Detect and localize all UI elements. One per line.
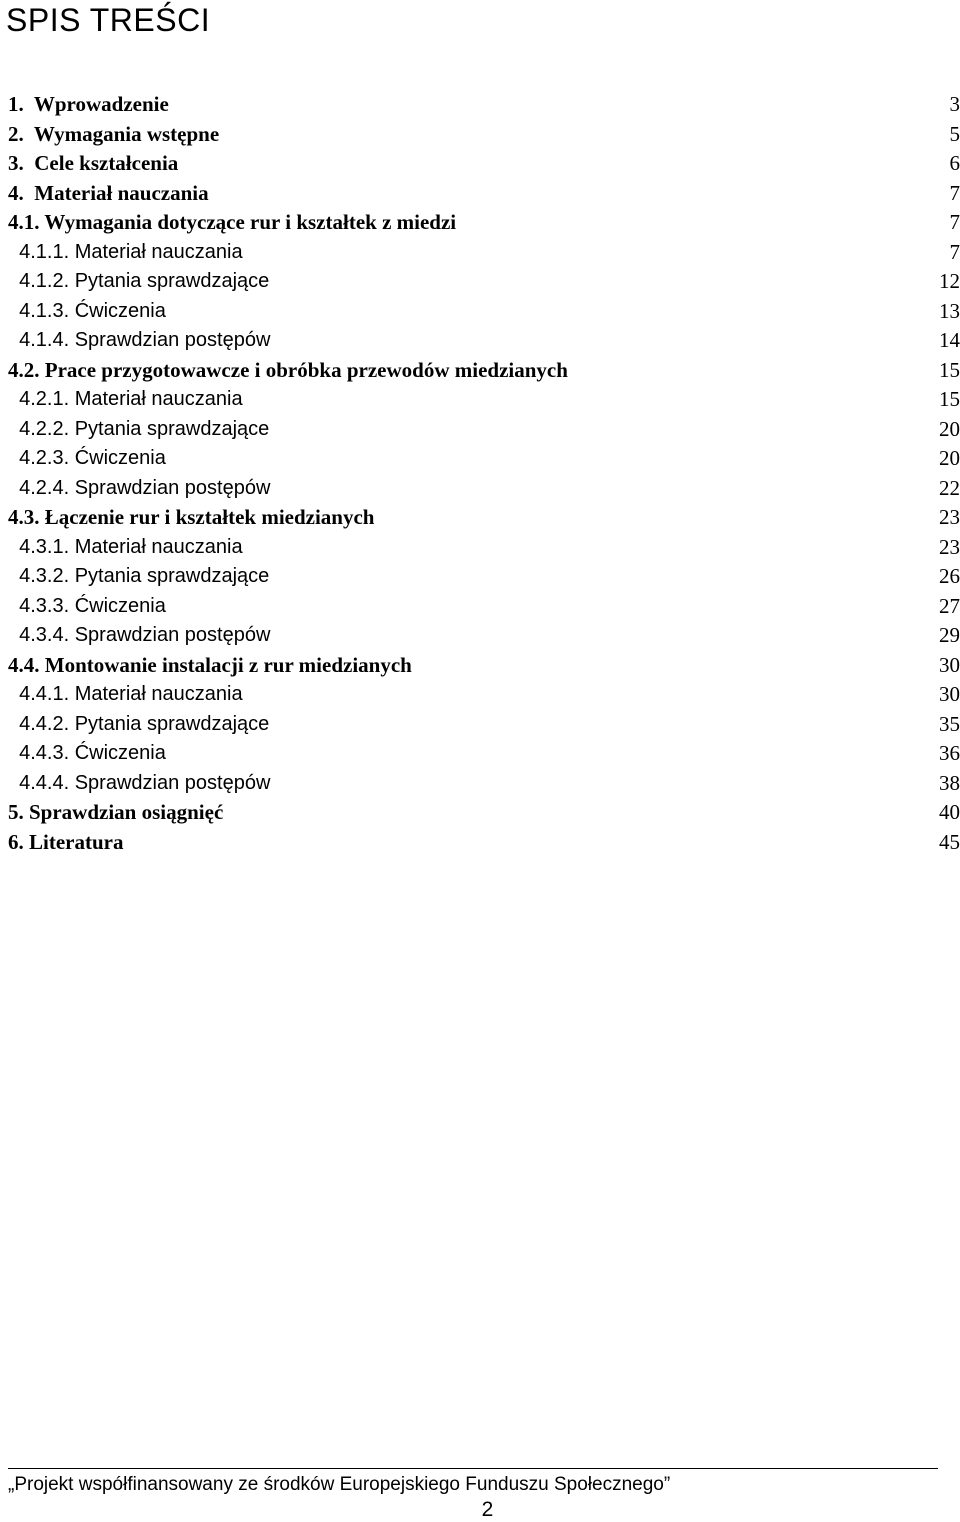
toc-entry-label: 4.2.4. Sprawdzian postępów: [8, 476, 271, 499]
toc-entry-label: 4.1.3. Ćwiczenia: [8, 299, 166, 322]
toc-entry-page: 5: [949, 121, 960, 146]
toc-entry[interactable]: [0, 621, 960, 651]
toc-entry-label: 4.1. Wymagania dotyczące rur i kształtek z miedzi: [8, 210, 457, 234]
toc-entry-label: 2. Wymagania wstępne: [8, 121, 220, 146]
table-of-contents: [0, 90, 960, 857]
toc-entry-page: 12: [939, 269, 960, 293]
toc-entry-label: 4.4.2. Pytania sprawdzające: [8, 712, 270, 735]
toc-entry-label: 3. Cele kształcenia: [8, 151, 179, 175]
toc-entry-page: 7: [949, 180, 960, 205]
toc-entry-label: 1. Wprowadzenie: [8, 92, 169, 116]
toc-entry-page: 35: [939, 711, 960, 736]
toc-entry[interactable]: [0, 769, 960, 799]
toc-entry[interactable]: [0, 297, 960, 327]
toc-entry[interactable]: [0, 208, 960, 238]
toc-entry-page: 23: [939, 534, 960, 559]
toc-entry-page: 20: [939, 446, 960, 470]
toc-entry-label: 4.4.3. Ćwiczenia: [8, 742, 166, 764]
toc-entry[interactable]: [0, 474, 960, 504]
toc-entry[interactable]: [0, 356, 960, 386]
toc-entry-label: 4.4. Montowanie instalacji z rur miedzianych: [8, 652, 412, 677]
toc-entry-page: 14: [939, 328, 960, 352]
footer-divider: [8, 1468, 938, 1469]
toc-entry[interactable]: [0, 267, 960, 297]
toc-entry[interactable]: [0, 238, 960, 268]
toc-entry[interactable]: [0, 415, 960, 445]
toc-entry[interactable]: [0, 739, 960, 769]
toc-entry[interactable]: [0, 828, 960, 858]
toc-entry-page: 20: [939, 416, 960, 441]
toc-entry-page: 13: [939, 298, 960, 323]
toc-entry[interactable]: [0, 120, 960, 150]
toc-entry-page: 36: [939, 741, 960, 765]
toc-entry-page: 30: [939, 652, 960, 677]
toc-entry-page: 23: [939, 505, 960, 529]
toc-entry-page: 38: [939, 770, 960, 795]
toc-entry[interactable]: [0, 562, 960, 592]
toc-entry-label: 6. Literatura: [8, 829, 124, 854]
page-number: 2: [481, 1498, 494, 1521]
toc-entry-label: 4.1.4. Sprawdzian postępów: [8, 329, 271, 351]
toc-entry[interactable]: [0, 533, 960, 563]
footer-text: „Projekt współfinansowany ze środków Europejskiego Funduszu Społecznego”: [8, 1474, 671, 1495]
toc-entry-label: 4.2.1. Materiał nauczania: [8, 388, 243, 410]
toc-entry-page: 26: [939, 564, 960, 588]
toc-entry-label: 4.3.2. Pytania sprawdzające: [8, 565, 270, 587]
toc-entry-page: 6: [949, 151, 960, 175]
toc-entry[interactable]: [0, 179, 960, 209]
toc-entry-page: 3: [949, 92, 960, 116]
toc-entry-label: 4.4.1. Materiał nauczania: [8, 683, 243, 705]
toc-entry-page: 22: [939, 475, 960, 500]
toc-entry-page: 7: [949, 239, 960, 264]
toc-entry-page: 30: [939, 682, 960, 706]
toc-entry-label: 4. Materiał nauczania: [8, 180, 209, 205]
toc-entry-label: 4.3.3. Ćwiczenia: [8, 594, 166, 617]
toc-entry-label: 4.2.2. Pytania sprawdzające: [8, 417, 270, 440]
toc-entry-label: 4.3.4. Sprawdzian postępów: [8, 624, 271, 646]
toc-entry-label: 4.2.3. Ćwiczenia: [8, 447, 166, 469]
toc-entry-page: 15: [939, 357, 960, 382]
toc-entry[interactable]: [0, 444, 960, 474]
toc-entry-page: 29: [939, 623, 960, 647]
toc-entry-label: 5. Sprawdzian osiągnięć: [8, 800, 224, 824]
toc-entry[interactable]: [0, 503, 960, 533]
toc-entry-label: 4.1.2. Pytania sprawdzające: [8, 270, 270, 292]
toc-entry-label: 4.4.4. Sprawdzian postępów: [8, 771, 271, 794]
toc-entry[interactable]: [0, 385, 960, 415]
toc-entry[interactable]: [0, 149, 960, 179]
toc-entry[interactable]: [0, 798, 960, 828]
page-title: SPIS TREŚCI: [6, 2, 211, 38]
toc-entry-label: 4.2. Prace przygotowawcze i obróbka przewodów miedzianych: [8, 357, 568, 382]
toc-entry[interactable]: [0, 90, 960, 120]
toc-entry-page: 15: [939, 387, 960, 411]
toc-entry-page: 40: [939, 800, 960, 824]
toc-entry-label: 4.3.1. Materiał nauczania: [8, 535, 243, 558]
toc-entry[interactable]: [0, 592, 960, 622]
toc-entry-page: 45: [939, 829, 960, 854]
toc-entry-label: 4.3. Łączenie rur i kształtek miedzianych: [8, 505, 375, 529]
toc-entry-label: 4.1.1. Materiał nauczania: [8, 240, 243, 263]
toc-entry[interactable]: [0, 680, 960, 710]
toc-entry[interactable]: [0, 651, 960, 681]
toc-entry[interactable]: [0, 710, 960, 740]
toc-entry-page: 27: [939, 593, 960, 618]
toc-entry-page: 7: [949, 210, 960, 234]
toc-entry[interactable]: [0, 326, 960, 356]
